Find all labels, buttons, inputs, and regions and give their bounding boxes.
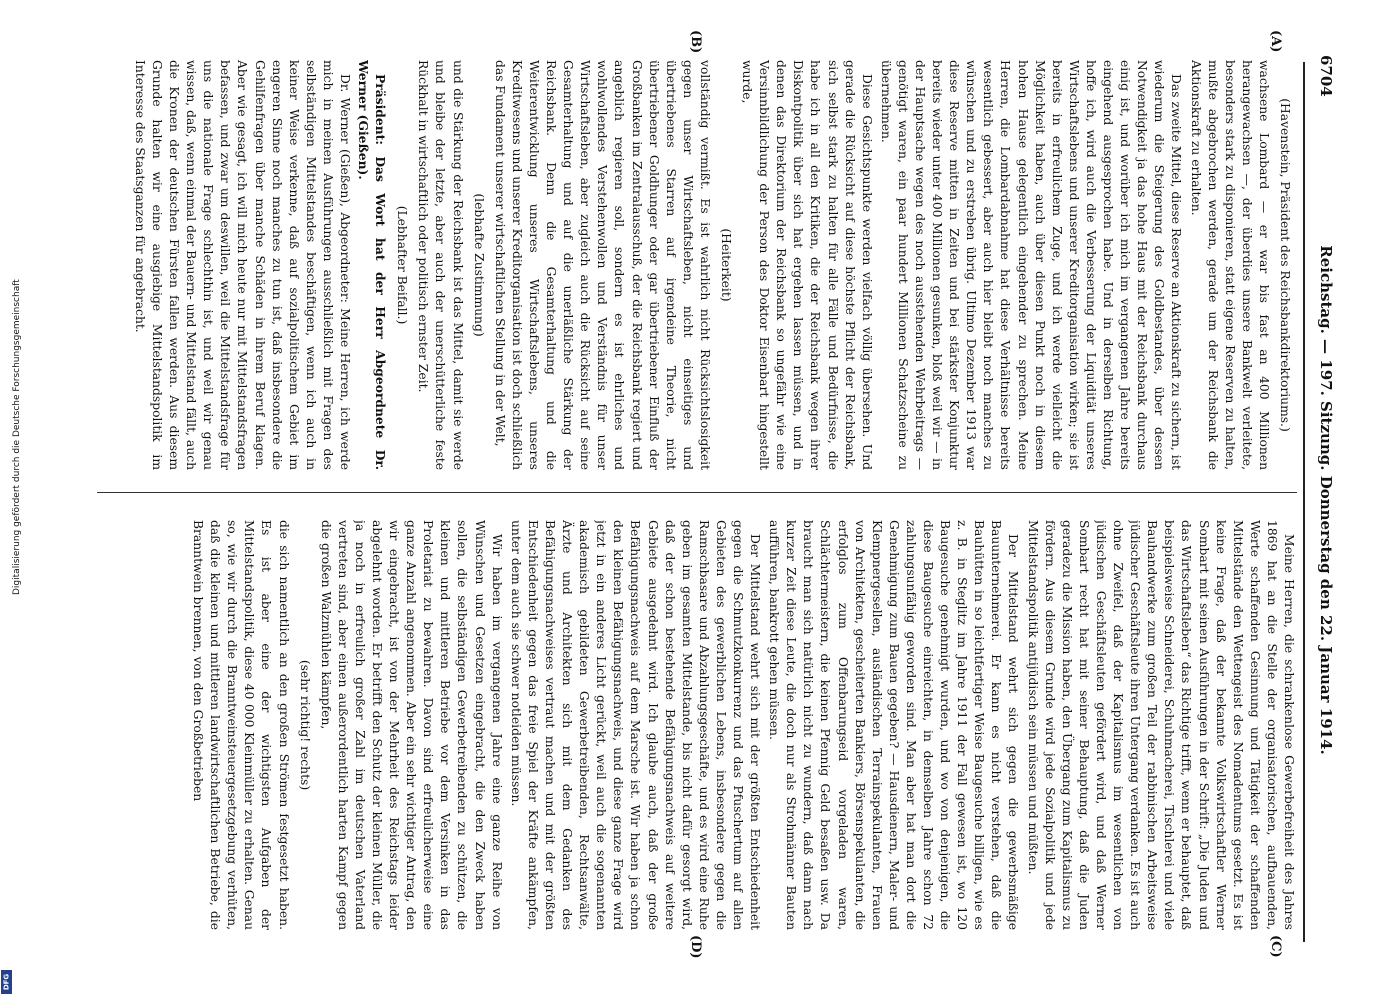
margin-marker-c: (C) xyxy=(1268,935,1283,958)
page-title: Reichstag. — 197. Sitzung. Donnerstag den 22. Januar 1914. xyxy=(1317,245,1335,755)
margin-marker-b: (B) xyxy=(688,30,703,54)
right-column xyxy=(97,520,1297,930)
digitization-credit-text: Digitalisierung gefördert durch die Deutsche Forschungsgemeinschaft xyxy=(12,279,22,595)
interjection: (sehr richtig! rechts) xyxy=(297,659,312,791)
paragraph: Der Mittelstand wehrt sich mit der größten Entschiedenheit gegen die Schmutzkonkurrenz und das Pfuschertum auf allen Gebieten des gewerblichen Lebens, insbesondere gegen die Ramschbasare und Abzahlungsgeschäfte, und es wird eine Ruhe geben im gesamten Mittelstande, bis nicht dafür gesorgt wird, daß der schon bestehende Befähigungsnachweis auf weitere Gebiete ausgedehnt wird. Ich glaube auch, daß der große Befähigungsnachweis auf dem Marsche ist. Wir haben ja schon den kleinen Befähigungsnachweis, und diese ganze Frage wird jetzt in ein anderes Licht gerückt, weil auch die sogenannten akademisch gebildeten Gewerbetreibenden, Rechtsanwälte, Ärzte und Architekten sich mit dem Gedanken des Befähigungsnachweises vertraut machen und mit der größten Entschiedenheit gegen das freie Spiel der Kräfte ankämpfen, unter dem auch sie schwer notleiden müssen. xyxy=(508,520,763,930)
paragraph: Diese Gesichtspunkte werden vielfach völlig übersehen. Und gerade die Rücksicht auf diese höchste Pflicht der Reichsbank, sich selbst stark zu halten für alle Fälle und Bedürfnisse, die habe ich in all den Kritiken, die der Reichsbank wegen ihrer Diskontpolitik über sich hat ergehen lassen müssen, und in denen das Direktorium der Reichsbank so ungefähr wie eine Versinnbildlichung der Person des Doktor Eisenbart hingestellt wurde, xyxy=(740,60,874,470)
column-divider xyxy=(97,492,1297,493)
header-rule xyxy=(1303,62,1305,942)
paragraph: Das zweite Mittel, diese Reserve an Aktionskraft zu sichern, ist wiederum die Steigerung des Goldbestandes, über dessen Notwendigkeit ja das hohe Haus mit der Reichsbank durchaus einig ist, und worüber ich mich im vergangenen Jahre bereits eingehend ausgesprochen habe. Und in derselben Richtung, hoffe ich, wird auch die Verbesserung der Liquidität unseres Wirtschaftslebens und unserer Kreditorganisation wirken; sie ist bereits in erfreulichem Zuge, und ich werde vielleicht die Möglichkeit haben, auch über diesen Punkt noch in diesem hohen Hause gelegentlich eingehender zu sprechen. Meine Herren, die Lombardabnahme hat diese Verhältnisse bereits wesentlich gebessert, aber auch hier bleibt noch manches zu wünschen und zu erstreben übrig. Ultimo Dezember 1913 war diese Reserve mitten in Zeiten und bei stärkster Konjunktur bereits wieder unter 400 Millionen gesunken, bloß weil wir — in der Hauptsache wegen des noch ausstehenden Wehrbeitrags — genötigt waren, ein paar hundert Millionen Schatzscheine zu übernehmen. xyxy=(878,60,1184,470)
margin-marker-a: (A) xyxy=(1268,30,1283,53)
paragraph: die sich namentlich an den großen Strömen festgesetzt haben. Es ist aber eine der wichtigsten Aufgaben der Mittelstandspolitik, diese 40 000 Kleinmüller zu erhalten. Genau so, wie wir durch die Branntweinsteuergesetzgebung verhüten, daß die kleinen und mittleren landwirtschaftlichen Betriebe, die Branntwein brennen, von den Großbetrieben xyxy=(191,520,291,930)
paragraph: Wir haben im vergangenen Jahre eine ganze Reihe von Wünschen und Gesetzen eingebracht, die den Zweck haben sollen, die selbständigen Gewerbetreibenden zu schützen, die kleinen und mittleren Betriebe vor dem Versinken in das Proletariat zu bewahren. Davon sind erfreulicherweise eine ganze Anzahl angenommen. Aber ein sehr wichtiger Antrag, den wir eingebracht, ist von der Mehrheit des Reichstags leider abgelehnt worden. Er betrifft den Schutz der kleinen Müller, die ja noch in erfreulich großer Zahl im deutschen Vaterland vertreten sind, aber einen außerordentlich harten Kampf gegen die großen Walzmühlen kämpfen, xyxy=(318,520,504,930)
interjection: (Heiterkeit) xyxy=(719,228,733,302)
paragraph: und die Stärkung der Reichsbank ist das Mittel, damit sie werde und bleibe der letzte, aber auch der unerschütterliche feste Rückhalt in wirtschaftlich oder politisch ernster Zeit. xyxy=(416,60,465,470)
paragraph: Der Mittelstand wehrt sich gegen die gewerbsmäßige Bauunternehmerei. Er kann es nicht verstehen, daß die Bauhütten in so leichtfertiger Weise Baugesuche billigen, wie es z. B. in Steglitz im Jahre 1911 der Fall gewesen ist, wo 120 Baugesuche genehmigt wurden, und wo von denjenigen, die diese Baugesuche einreichten, in demselben Jahre schon 72 zahlungsunfähig geworden sind. Man aber hat man dort die Genehmigung zum Bauen gegeben? — Hausdienern, Maler- und Klempnergesellen, ausländischen Terrainspekulanten, Frauen von Architekten, gescheiterten Bankiers, Börsenspekulanten, die erfolglos zum Offenbarungseid vorgeladen waren, Schlächtermeistern, die keinen Pfennig Geld besaßen usw. Da braucht man sich natürlich nicht zu wundern, daß dann nach kurzer Zeit diese Leute, die doch nur als Strohmänner Bauten aufführen, bankrott gehen müssen. xyxy=(767,520,1021,930)
paragraph: Präsident: Das Wort hat der Herr Abgeordnete Dr. Werner (Gießen). xyxy=(356,60,389,470)
left-column xyxy=(97,60,1297,470)
paragraph: Dr. Werner (Gießen), Abgeordneter: Meine Herren, ich werde mich in meinen Ausführungen ausschließlich mit Fragen des selbständigen Mittelstandes beschäftigen, wenn ich auch in keiner Weise verkenne, daß auf sozialpolitischem Gebiet im engeren Sinne noch manches zu tun ist, daß insbesondere die Gehilfenfragen über manche Schäden in ihrem Beruf klagen. Aber wie gesagt, ich will mich heute nur mit Mittelstandsfragen befassen, und zwar um deswillen, weil die Mittelstandsfrage für uns die nationale Frage schlechthin ist, und weil wir genau wissen, daß, wenn einmal der Bauern- und Mittelstand fällt, auch die Kronen der deutschen Fürsten fallen werden. Aus diesem Grunde halten wir eine ausgiebige Mittelstandspolitik im Interesse des Staatsganzen für angebracht. xyxy=(132,60,353,470)
paragraph: Meine Herren, die schrankenlose Gewerbefreiheit des Jahres 1869 hat an die Stelle der organisatorischen, aufbauenden, Werte schaffenden Gesinnung und Tätigkeit der schaffenden Mittelstände den Wettengeist des Nomadentums gesetzt. Es ist keine Frage, daß der bekannte Volkswirtschaftler Werner Sombart mit seinen Ausführungen in der Schrift: „Die Juden und das Wirtschaftsleben“ das Richtige trifft, wenn er behauptet, daß beispielsweise Schneiderei, Schuhmacherei, Tischlerei und viele Bauhandwerke zum großen Teil der rabbinischen Arbeitsweise jüdischer Geschäftsleute ihren Untergang verdanken. Es ist auch ohne Zweifel, daß der Kapitalismus im wesentlichen von jüdischen Geschäftsleuten gefördert wird, und daß Werner Sombart recht hat mit seiner Behauptung, daß die Juden geradezu die Mission haben, den Übergang zum Kapitalismus zu fördern. Aus diesem Grunde wird jede Sozialpolitik und jede Mittelstandspolitik antijüdisch sein müssen und müßten. xyxy=(1025,520,1296,930)
page-header xyxy=(1309,55,1335,945)
interjection: (Lebhafter Beifall.) xyxy=(395,205,410,325)
speaker-note: (Havenstein, Präsident des Reichsbankdirektoriums.) xyxy=(1278,98,1292,432)
margin-marker-d: (D) xyxy=(688,935,703,959)
interjection: (lebhafte Zustimmung) xyxy=(471,193,486,337)
page-number: 6704 xyxy=(1317,55,1335,97)
paragraph: wachsene Lombard — er war bis fast an 400 Millionen herangewachsen —, der überdies unsere Bankwelt verleitete, besonders stark zu disponieren, statt eigene Reserven zu halten, mußte abgebrochen werden, gerade um der Reichsbank die Aktionskraft zu erhalten. xyxy=(1188,60,1271,470)
paragraph: vollständig vermißt. Es ist wahrlich nicht Rücksichtslosigkeit gegen unser Wirtschaftsleben, nicht einseitiges und übertriebenes Starren auf irgendeine Theorie, nicht übertriebener Goldhunger oder gar übertriebener Einfluß der Großbanken im Zentralausschuß, der die Reichsbank regiert und angeblich regieren soll, sondern es ist ehrliches und wohlwollendes Verstehenwollen und Verständnis für unser Wirtschaftsleben, aber zugleich auch die Rücksicht auf seine Gesamterhaltung und auf die unerläßliche Stärkung der Reichsbank. Denn die Gesamterhaltung und die Weiterentwicklung unseres Wirtschaftslebens, unseres Kreditwesens und unserer Kreditorganisation ist doch schließlich das Fundament unserer wirtschaftlichen Stellung in der Welt, xyxy=(492,60,712,470)
dfg-logo-text: DFG xyxy=(2,973,11,991)
